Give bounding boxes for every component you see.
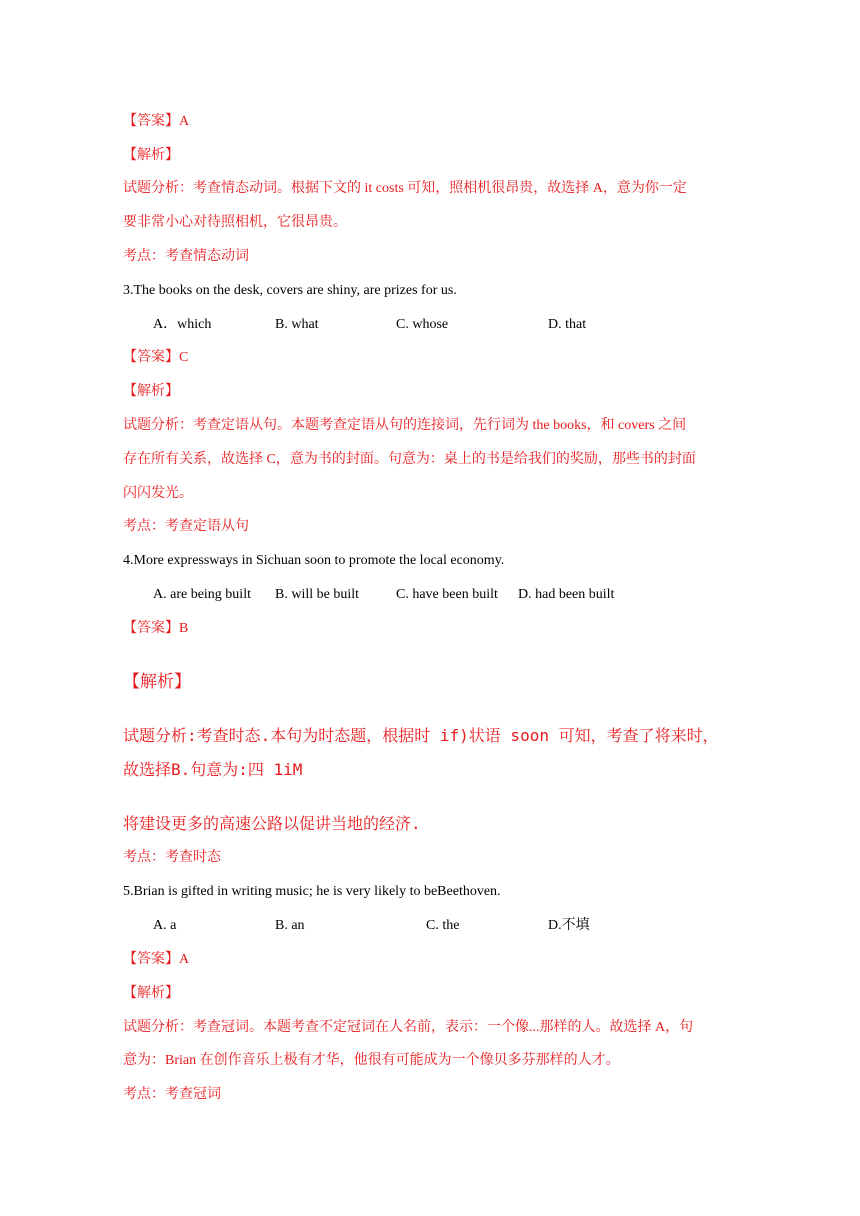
q3-point: 考点：考查定语从句	[123, 519, 249, 534]
q5-option-d: D.不填	[548, 918, 590, 933]
q4-analysis-label: 【解析】	[123, 672, 191, 691]
q4-option-c: C. have been built	[396, 587, 498, 602]
q2-analysis-line1: 试题分析：考查情态动词。根据下文的 it costs 可知，照相机很昂贵，故选择 A，意为你一定	[123, 181, 687, 196]
q4-point: 考点：考查时态	[123, 850, 221, 865]
q3-answer: 【答案】C	[123, 350, 189, 365]
q5-analysis-line1: 试题分析：考查冠词。本题考查不定冠词在人名前，表示：一个像...那样的人。故选择 A，句	[123, 1020, 694, 1035]
q5-option-c: C. the	[426, 918, 460, 933]
q2-answer: 【答案】A	[123, 114, 190, 129]
q3-analysis-line2: 存在所有关系，故选择 C，意为书的封面。句意为：桌上的书是给我们的奖励，那些书的封面	[123, 452, 696, 467]
q4-question: 4.More expressways in Sichuan soon to promote the local economy.	[123, 553, 505, 568]
q5-option-a: A. a	[153, 918, 177, 933]
q3-question: 3.The books on the desk, covers are shiny, are prizes for us.	[123, 283, 457, 298]
q5-analysis-line2: 意为：Brian 在创作音乐上极有才华，他很有可能成为一个像贝多芬那样的人才。	[123, 1053, 620, 1068]
q2-analysis-label: 【解析】	[123, 148, 179, 163]
q2-point: 考点：考查情态动词	[123, 249, 249, 264]
q3-analysis-label: 【解析】	[123, 384, 179, 399]
q4-option-a: A. are being built	[153, 587, 251, 602]
q3-analysis-line3: 闪闪发光。	[123, 486, 193, 501]
q4-analysis-line1: 试题分析:考查时态.本句为时态题，根据时 if)状语 soon 可知，考查了将来时，	[123, 726, 719, 745]
q5-question: 5.Brian is gifted in writing music; he is very likely to beBeethoven.	[123, 884, 501, 899]
q4-option-b: B. will be built	[275, 587, 359, 602]
q5-answer: 【答案】A	[123, 952, 190, 967]
q5-point: 考点：考查冠词	[123, 1087, 221, 1102]
q3-analysis-line1: 试题分析：考查定语从句。本题考查定语从句的连接词，先行词为 the books，和 covers 之间	[123, 418, 687, 433]
q4-analysis-line3: 将建设更多的高速公路以促讲当地的经济.	[123, 814, 421, 833]
q5-option-b: B. an	[275, 918, 305, 933]
q3-option-b: B. what	[275, 317, 319, 332]
q2-analysis-line2: 要非常小心对待照相机，它很昂贵。	[123, 215, 347, 230]
q3-option-a: A．which	[153, 317, 212, 332]
q4-answer: 【答案】B	[123, 621, 189, 636]
q5-analysis-label: 【解析】	[123, 986, 179, 1001]
q3-option-c: C. whose	[396, 317, 449, 332]
q3-option-d: D. that	[548, 317, 587, 332]
q4-analysis-line2: 故选择B.句意为:四 1iM	[123, 760, 303, 779]
q4-option-d: D. had been built	[518, 587, 615, 602]
